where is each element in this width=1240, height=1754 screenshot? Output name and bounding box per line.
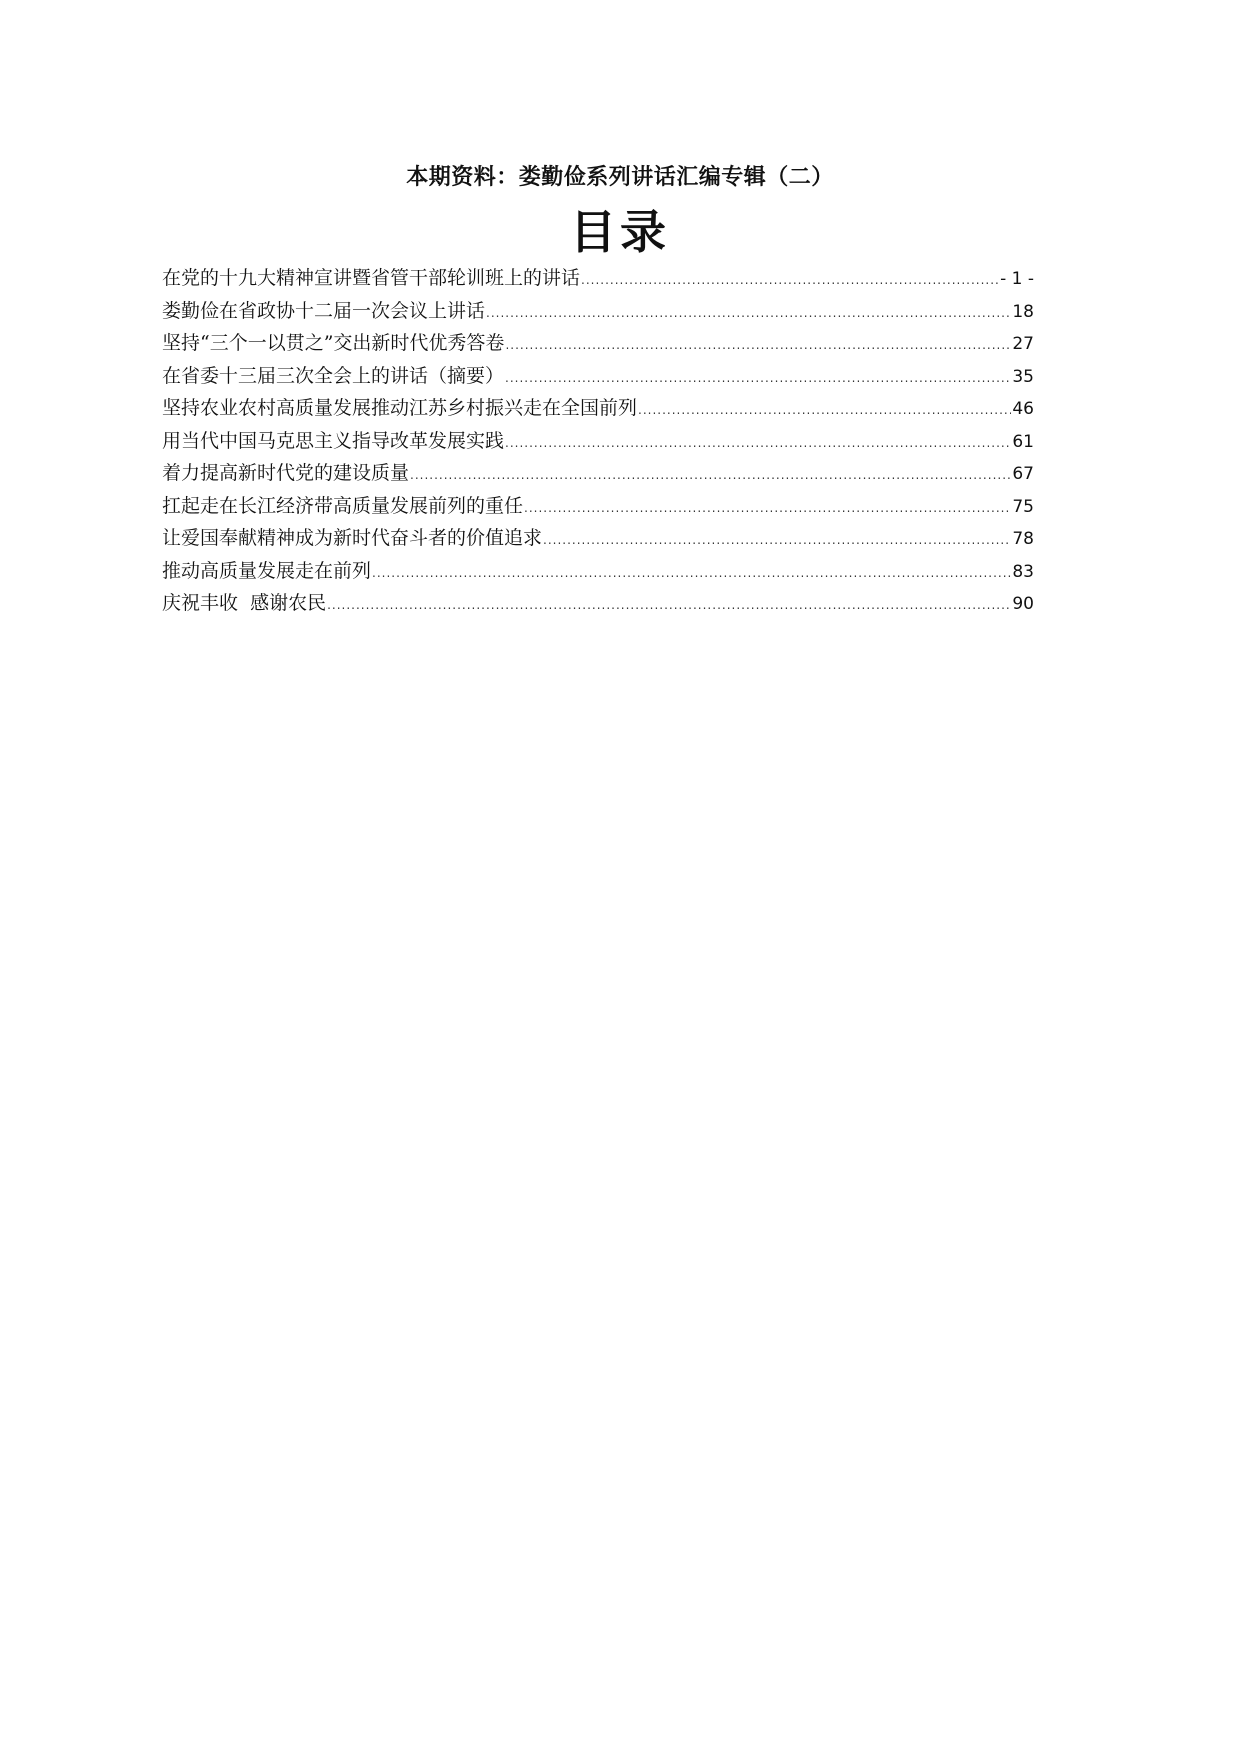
toc-dot-leader bbox=[372, 557, 1011, 588]
toc-entry-title: 在省委十三届三次全会上的讲话（摘要） bbox=[162, 364, 505, 387]
toc-entry[interactable] bbox=[162, 360, 1034, 393]
toc-entry[interactable] bbox=[162, 457, 1034, 490]
toc-page-number: 18 bbox=[1012, 301, 1034, 322]
toc-dot-leader bbox=[410, 459, 1011, 490]
toc-dot-leader bbox=[505, 329, 1011, 360]
toc-dot-leader bbox=[638, 394, 1011, 425]
toc-page-number: 46 bbox=[1012, 399, 1034, 419]
toc-dot-leader bbox=[524, 492, 1011, 523]
toc-entry-title: 着力提高新时代党的建设质量 bbox=[162, 462, 410, 484]
toc-page-number: 67 bbox=[1012, 464, 1034, 484]
page-title: 目录 bbox=[570, 205, 670, 259]
toc-page-number: 78 bbox=[1012, 529, 1034, 549]
toc-page-number: 75 bbox=[1012, 496, 1034, 517]
table-of-contents bbox=[162, 262, 1034, 620]
issue-subtitle: 本期资料：娄勤俭系列讲话汇编专辑（二） bbox=[406, 165, 834, 190]
toc-entry-title: 扛起走在长江经济带高质量发展前列的重任 bbox=[162, 494, 524, 517]
toc-entry-title: 用当代中国马克思主义指导改革发展实践 bbox=[162, 429, 505, 452]
toc-entry-title: 坚持“三个一以贯之”交出新时代优秀答卷 bbox=[162, 332, 505, 354]
toc-entry[interactable] bbox=[162, 555, 1034, 588]
toc-entry[interactable] bbox=[162, 392, 1034, 425]
toc-page-number: 27 bbox=[1012, 334, 1034, 354]
toc-entry-title: 庆祝丰收 感谢农民 bbox=[162, 592, 327, 614]
toc-page-number: - 1 - bbox=[1000, 269, 1034, 289]
toc-page-number: 83 bbox=[1012, 561, 1034, 582]
toc-dot-leader bbox=[543, 524, 1011, 555]
toc-entry-title: 在党的十九大精神宣讲暨省管干部轮训班上的讲话 bbox=[162, 267, 581, 289]
toc-dot-leader bbox=[327, 589, 1011, 620]
toc-entry-title: 推动高质量发展走在前列 bbox=[162, 559, 372, 582]
toc-page-number: 35 bbox=[1012, 366, 1034, 387]
toc-dot-leader bbox=[505, 362, 1011, 393]
toc-dot-leader bbox=[581, 264, 999, 295]
toc-dot-leader bbox=[505, 427, 1011, 458]
toc-page-number: 61 bbox=[1012, 431, 1034, 452]
toc-entry[interactable] bbox=[162, 522, 1034, 555]
toc-entry-title: 让爱国奉献精神成为新时代奋斗者的价值追求 bbox=[162, 527, 543, 549]
toc-entry[interactable] bbox=[162, 490, 1034, 523]
toc-entry-title: 坚持农业农村高质量发展推动江苏乡村振兴走在全国前列 bbox=[162, 397, 638, 419]
toc-entry-title: 娄勤俭在省政协十二届一次会议上讲话 bbox=[162, 299, 486, 322]
toc-entry[interactable] bbox=[162, 587, 1034, 620]
toc-entry[interactable] bbox=[162, 295, 1034, 328]
toc-entry[interactable] bbox=[162, 262, 1034, 295]
toc-dot-leader bbox=[486, 297, 1011, 328]
toc-entry[interactable] bbox=[162, 327, 1034, 360]
toc-entry[interactable] bbox=[162, 425, 1034, 458]
toc-page-number: 90 bbox=[1012, 594, 1034, 614]
